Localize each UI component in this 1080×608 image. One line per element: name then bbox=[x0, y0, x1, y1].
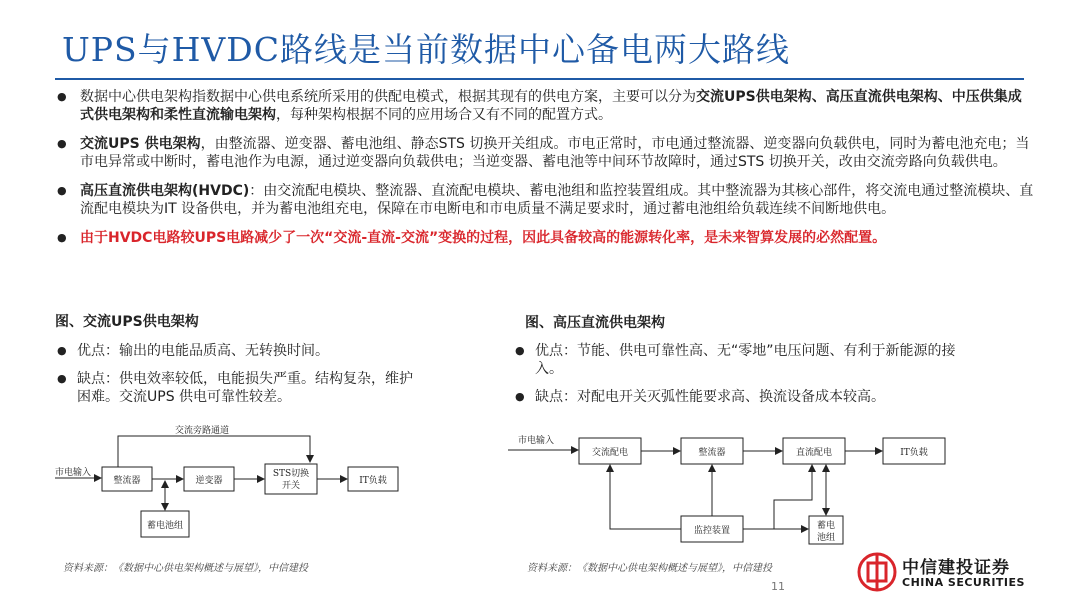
page-number: 11 bbox=[771, 580, 785, 593]
right-ac-dist-label: 交流配电 bbox=[591, 448, 629, 458]
bullet-overview-text-2: ，每种架构根据不同的应用场合又有不同的配置方式。 bbox=[276, 107, 612, 123]
left-battery-label: 蓄电池组 bbox=[146, 521, 184, 531]
right-dc-dist-label: 直流配电 bbox=[795, 448, 833, 458]
right-figure-list bbox=[513, 342, 993, 416]
left-inverter-label: 逆变器 bbox=[195, 476, 223, 486]
citic-logo-icon bbox=[857, 552, 897, 592]
right-source: 资料来源：《数据中心供电架构概述与展望》，中信建投 bbox=[527, 563, 772, 574]
left-it-load-label: IT负载 bbox=[359, 476, 387, 486]
left-sts-label-2: 开关 bbox=[281, 481, 301, 491]
bypass-label: 交流旁路通道 bbox=[175, 426, 230, 436]
right-cons: ● 缺点：对配电开关灭弧性能要求高、换流设备成本较高。 bbox=[513, 388, 993, 406]
hvdc-architecture-diagram bbox=[508, 428, 948, 548]
bullet-conclusion bbox=[55, 229, 1035, 247]
right-input-label: 市电输入 bbox=[518, 436, 555, 446]
intro-bullets bbox=[55, 88, 1035, 258]
bullet-overview-bold: 交流UPS供电架构、高压直流供电架构、中压供集成式供电架构和柔性直流输电架构 bbox=[80, 89, 1022, 123]
bullet-ups-bold: 交流UPS 供电架构 bbox=[80, 136, 201, 152]
left-figure-list bbox=[55, 342, 425, 416]
right-rectifier-label: 整流器 bbox=[698, 448, 726, 458]
right-battery-label-1: 蓄电 bbox=[816, 521, 836, 531]
right-pros: ● 优点：节能、供电可靠性高、无“零地”电压问题、有利于新能源的接入。 bbox=[513, 342, 983, 378]
right-battery-label-2: 池组 bbox=[816, 533, 836, 543]
logo-english-name: CHINA SECURITIES bbox=[902, 576, 1025, 589]
left-figure-title: 图、交流UPS供电架构 bbox=[55, 314, 199, 330]
bullet-hvdc bbox=[55, 182, 1035, 218]
ups-architecture-diagram bbox=[55, 422, 415, 547]
right-monitor-label: 监控装置 bbox=[693, 526, 731, 536]
bullet-overview-text-1: 数据中心供电架构指数据中心供电系统所采用的供配电模式，根据其现有的供电方案，主要可以分为 bbox=[80, 89, 696, 105]
left-sts-label-1: STS切换 bbox=[272, 469, 310, 479]
bullet-hvdc-text: ：由交流配电模块、整流器、直流配电模块、蓄电池组和监控装置组成。其中整流器为其核心部件，将交流电通过整流模块、直流配电模块为IT 设备供电，并为蓄电池组充电，保障在市电断电和市电质量不满足要求时，通过蓄电池组给负载连续不间断地供电。 bbox=[80, 183, 1034, 217]
right-figure-title: 图、高压直流供电架构 bbox=[525, 315, 665, 331]
bullet-overview bbox=[55, 88, 1035, 124]
left-input-label: 市电输入 bbox=[55, 468, 92, 478]
left-rectifier-label: 整流器 bbox=[113, 476, 141, 486]
bullet-hvdc-bold: 高压直流供电架构(HVDC) bbox=[80, 183, 250, 199]
bullet-ups bbox=[55, 135, 1035, 171]
left-source: 资料来源：《数据中心供电架构概述与展望》，中信建投 bbox=[63, 563, 308, 574]
right-it-load-label: IT负载 bbox=[900, 448, 928, 458]
logo-chinese-name: 中信建投证券 bbox=[902, 558, 1010, 578]
title-divider bbox=[55, 78, 1024, 80]
left-pros: ● 优点：输出的电能品质高、无转换时间。 bbox=[55, 342, 425, 360]
left-cons: ● 缺点：供电效率较低，电能损失严重。结构复杂，维护困难。交流UPS 供电可靠性较差。 bbox=[55, 370, 425, 406]
page-title: UPS与HVDC路线是当前数据中心备电两大路线 bbox=[62, 30, 790, 69]
bullet-conclusion-text: 由于HVDC电路较UPS电路减少了一次“交流-直流-交流”变换的过程，因此具备较高的能源转化率，是未来智算发展的必然配置。 bbox=[80, 230, 887, 246]
bullet-ups-text: ，由整流器、逆变器、蓄电池组、静态STS 切换开关组成。市电正常时，市电通过整流器、逆变器向负载供电，同时为蓄电池充电；当市电异常或中断时，蓄电池作为电源，通过逆变器向负载供电；当逆变器、蓄电池等中间环节故障时，通过STS 切换开关，改由交流旁路向负载供电。 bbox=[80, 136, 1030, 170]
